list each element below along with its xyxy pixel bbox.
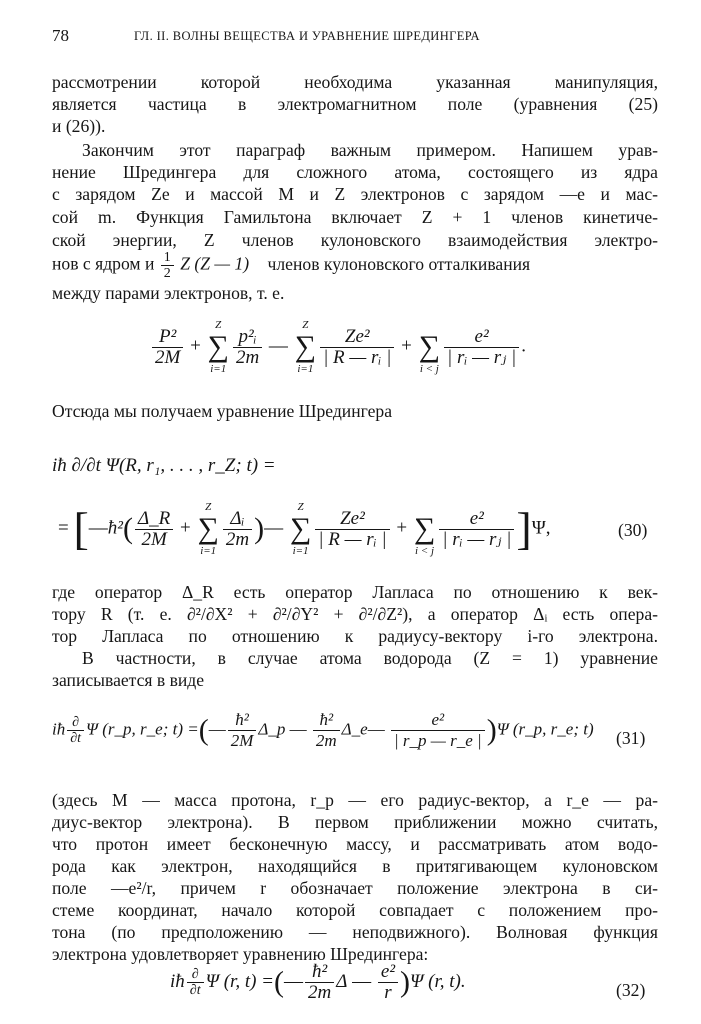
- text-line: между парами электронов, т. е.: [52, 283, 285, 303]
- text-line: записывается в виде: [52, 670, 205, 690]
- eq30-rhs: = [—ħ²( $\frac{\Delta\_R}{2M}$ + Z ∑ i=1 $\frac{\text{Δᵢ}}{2m}$ )— Z ∑ i=1 $\frac{\text{Ze²}}{\text{| R — rᵢ |}}$ + ∑ i < j $\frac{\text{e²}}{\text{| rᵢ — rⱼ |}}$ ]Ψ,: [58, 501, 551, 557]
- text-line: диус-вектор электрона). В первом приближении можно считать,: [52, 812, 658, 832]
- text-line: электрона удовлетворяет уравнению Шредингера:: [52, 944, 429, 964]
- equation-number: (31): [616, 728, 646, 748]
- equation-number: (30): [618, 520, 648, 540]
- sum-symbol: Z ∑ i=1: [289, 501, 312, 557]
- text-line: и (26)).: [52, 116, 106, 136]
- half-fraction: $\frac{1}{2}$: [161, 250, 174, 281]
- text-line: Закончим этот параграф важным примером. Напишем урав-: [82, 140, 658, 160]
- text-line-with-fraction: нов с ядром и $\frac{1}{2}$ Z (Z — 1) членов кулоновского отталкивания: [52, 250, 531, 281]
- text-line: В частности, в случае атома водорода (Z = 1) уравнение: [82, 648, 658, 668]
- eq32-formula: iħ $\frac{\partial}{\partial t}$ Ψ (r, t) =(— $\frac{\text{ħ²}}{2m}$ Δ — $\frac{\text{e²}}{r}$ )Ψ (r, t).: [170, 961, 466, 1003]
- hamiltonian-formula: $\frac{\text{P²}}{2M}$ + Z ∑ i=1 $\frac{\text{p²ᵢ}}{2m}$ — Z ∑ i=1 $\frac{\text{Ze²}}{\text{| R — rᵢ |}}$ + ∑ i < j $\frac{\text{e²}}{\text{| rᵢ — rⱼ |}}$ .: [150, 318, 526, 376]
- text-line: тор Лапласа по отношению к радиусу-вектору i-го электрона.: [52, 626, 658, 646]
- sum-symbol: Z ∑ i=1: [197, 501, 219, 557]
- text-line: поле —e²/r, причем r обозначает положение электрона в си-: [52, 878, 658, 898]
- eq31-formula: iħ $\frac{\partial}{\partial t}$ Ψ (r_p, r_e; t) =(— $\frac{\text{ħ²}}{2M}$ Δ_p — $\frac{\text{ħ²}}{2m}$ Δ_e— $\frac{\text{e²}}{| r\_p — r\_e |}$ )Ψ (r_p, r_e; t): [52, 710, 594, 750]
- text-line: с зарядом Ze и массой M и Z электронов с зарядом —e и мас-: [52, 184, 658, 204]
- sum-symbol: ∑ i < j: [413, 512, 436, 557]
- sum-symbol: ∑ i < j: [418, 330, 441, 375]
- sum-symbol: Z ∑ i=1: [294, 319, 317, 375]
- text-line: где оператор Δ_R есть оператор Лапласа по отношению к век-: [52, 582, 658, 602]
- text-line: нение Шредингера для сложного атома, состоящего из ядра: [52, 162, 658, 182]
- text-line: Отсюда мы получаем уравнение Шредингера: [52, 401, 393, 421]
- text-line: тору R (т. е. ∂²/∂X² + ∂²/∂Y² + ∂²/∂Z²), а оператор Δᵢ есть опера-: [52, 604, 658, 624]
- sum-symbol: Z ∑ i=1: [207, 319, 229, 375]
- text-line: рассмотрении которой необходима указанная манипуляция,: [52, 72, 658, 92]
- text-line: ской энергии, Z членов кулоновского взаимодействия электро-: [52, 230, 658, 250]
- running-title: ГЛ. II. ВОЛНЫ ВЕЩЕСТВА И УРАВНЕНИЕ ШРЕДИНГЕРА: [134, 29, 480, 43]
- text-line: (здесь M — масса протона, r_p — его радиус-вектор, а r_e — ра-: [52, 790, 658, 810]
- text-line: что протон имеет бесконечную массу, и рассматривать атом водо-: [52, 834, 658, 854]
- text-line: рода как электрон, находящийся в притягивающем кулоновском: [52, 856, 658, 876]
- page-number: 78: [52, 26, 69, 45]
- equation-number: (32): [616, 980, 646, 1000]
- text-line: сой m. Функция Гамильтона включает Z + 1 членов кинетиче-: [52, 207, 658, 227]
- text-line: стеме координат, начало которой совпадает с положением про-: [52, 900, 658, 920]
- text-line: тона (по предположению — неподвижного). Волновая функция: [52, 922, 658, 942]
- eq30-lhs: iħ ∂/∂t Ψ(R, r₁, . . . , r_Z; t) =: [52, 455, 276, 476]
- text-line: является частица в электромагнитном поле (уравнения (25): [52, 94, 658, 114]
